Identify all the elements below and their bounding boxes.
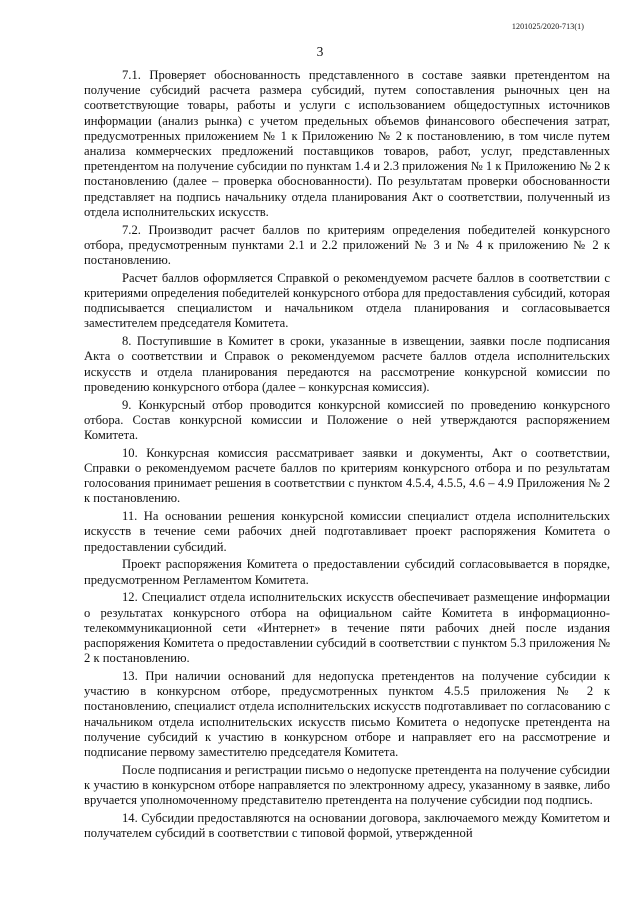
paragraph-9: 9. Конкурсный отбор проводится конкурсной комиссией по проведению конкурсного отбора. Состав конкурсной комиссии и Положение о ней утверждаются распоряжением Комитета. — [84, 397, 610, 443]
paragraph-7-2: 7.2. Производит расчет баллов по критериям определения победителей конкурсного отбора, предусмотренным пунктами 2.1 и 2.2 приложений № 3 и № 4 к приложению № 2 к постановлению. — [84, 222, 610, 268]
paragraph-13: 13. При наличии оснований для недопуска претендентов на получение субсидии к участию в конкурсном отборе, предусмотренных пунктом 4.5.5 приложения № 2 к постановлению, специалист отдела исполнительских искусств подготавливает по согласованию с начальником отдела исполнительских искусств письмо Комитета о недопуске претендента на получение субсидий к участию в конкурсном отборе и направляет его на рассмотрение и подписание первому заместителю председателя Комитета. — [84, 669, 610, 760]
paragraph-score-calculation: Расчет баллов оформляется Справкой о рекомендуемом расчете баллов в соответствии с критериями определения победителей конкурсного отбора для предоставления субсидий, которая подписывается специалистом и начальником отдела планирования и согласовывается заместителем председателя Комитета. — [84, 270, 610, 331]
paragraph-12: 12. Специалист отдела исполнительских искусств обеспечивает размещение информации о результатах конкурсного отбора на официальном сайте Комитета в информационно-телекоммуникационной сети «Интернет» в течение пяти рабочих дней после издания распоряжения Комитета о предоставлении субсидий в соответствии с пунктом 5.3 приложения № 2 к постановлению. — [84, 590, 610, 666]
paragraph-7-1: 7.1. Проверяет обоснованность представленного в составе заявки претендентом на получение субсидий расчета размера субсидий, путем сопоставления рыночных цен на соответствующие товары, работы и услуги с использованием общедоступных источников информации (анализ рынка) с учетом предельных объемов финансового обеспечения затрат, предусмотренных приложением № 1 к Приложению № 2 к постановлению, в том числе путем анализа коммерческих предложений поставщиков товаров, работ, услуг, представленных претендентом на получение субсидии по пунктам 1.4 и 2.3 приложения № 1 к Приложению № 2 к постановлению (далее – проверка обоснованности). По результатам проверки обоснованности представляет на подпись начальнику отдела планирования Акт о соответствии, полученный из отдела исполнительских искусств. — [84, 68, 610, 219]
page-number: 3 — [316, 44, 324, 59]
paragraph-8: 8. Поступившие в Комитет в сроки, указанные в извещении, заявки после подписания Акта о соответствии и Справок о рекомендуемом расчете баллов отдела исполнительских искусств и отдела планирования передаются на рассмотрение конкурсной комиссии по проведению конкурсного отбора (далее – конкурсная комиссия). — [84, 334, 610, 394]
paragraph-11: 11. На основании решения конкурсной комиссии специалист отдела исполнительских искусств в течение семи рабочих дней подготавливает проект распоряжения Комитета о предоставлении субсидий. — [84, 509, 610, 554]
paragraph-rejection-letter: После подписания и регистрации письмо о недопуске претендента на получение субсидии к участию в конкурсном отборе направляется по электронному адресу, указанному в заявке, либо вручается уполномоченному представителю претендента на получение субсидии под подпись. — [84, 762, 610, 808]
document-body — [84, 68, 610, 844]
paragraph-draft-order: Проект распоряжения Комитета о предоставлении субсидий согласовывается в порядке, предусмотренном Регламентом Комитета. — [84, 557, 610, 587]
paragraph-10: 10. Конкурсная комиссия рассматривает заявки и документы, Акт о соответствии, Справки о рекомендуемом расчете баллов по критериям конкурсного отбора и по результатам голосования принимает решения в соответствии с пунктом 4.5.4, 4.5.5, 4.6 – 4.9 Приложения № 2 к постановлению. — [84, 445, 610, 506]
paragraph-14: 14. Субсидии предоставляются на основании договора, заключаемого между Комитетом и получателем субсидий в соответствии с типовой формой, утвержденной — [84, 811, 610, 841]
document-registration-number: 1201025/2020-713(1) — [511, 22, 584, 31]
